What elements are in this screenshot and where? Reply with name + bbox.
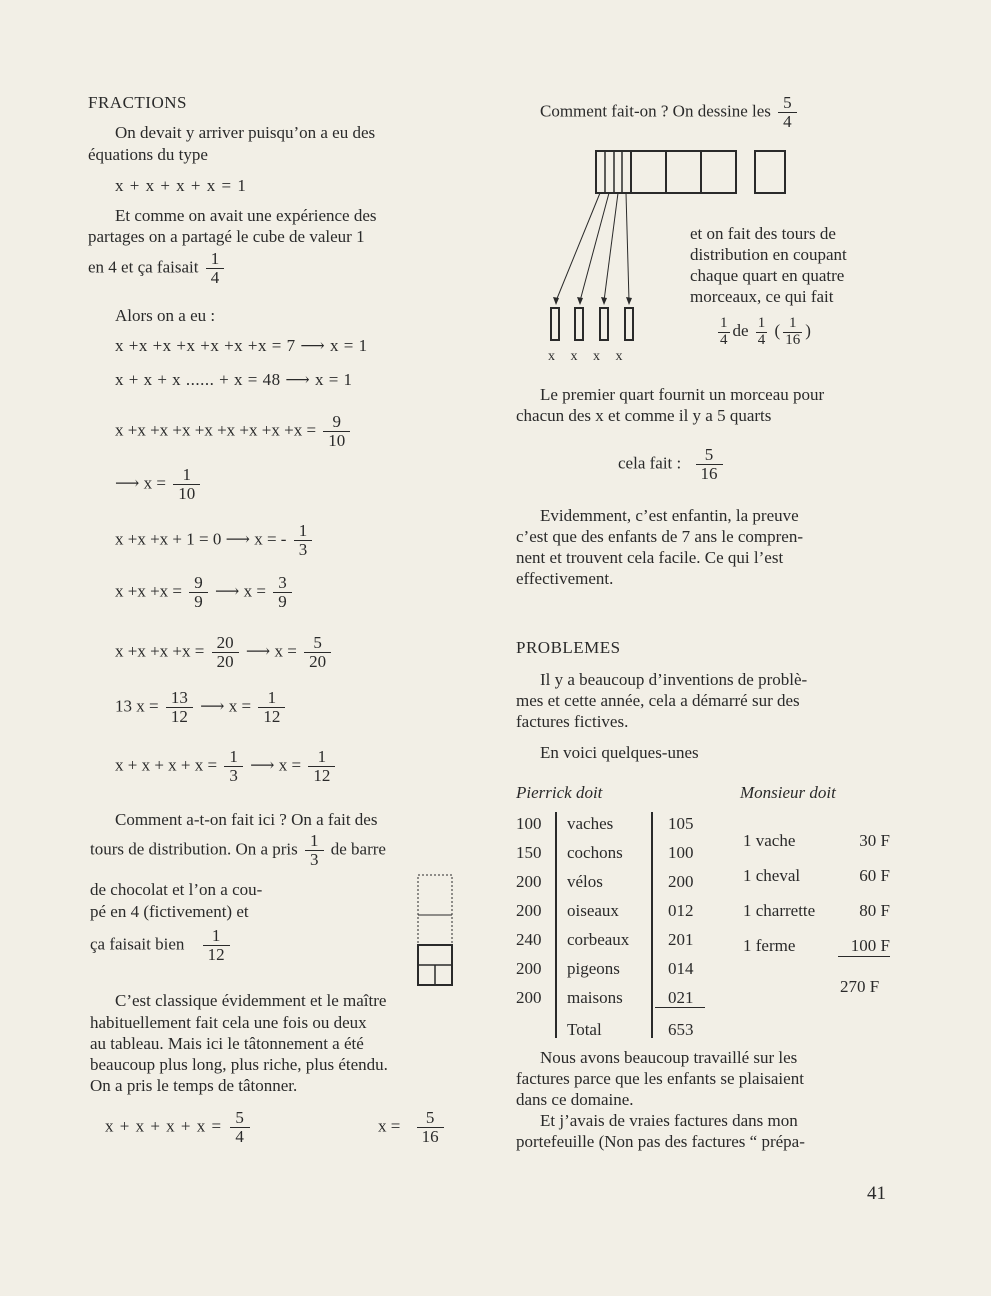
invoice-cell-item: corbeaux bbox=[567, 930, 630, 949]
equation-lhs: 13 x = bbox=[115, 696, 159, 716]
numerator: 5 bbox=[230, 1109, 250, 1128]
paragraph-line: Nous avons beaucoup travaillé sur les bbox=[540, 1048, 798, 1067]
invoice-cell-item: vaches bbox=[567, 814, 614, 833]
numerator: 1 bbox=[305, 832, 324, 851]
numerator: 5 bbox=[304, 634, 331, 653]
invoice-cell-price: 100 F bbox=[850, 936, 890, 955]
paragraph-line: au tableau. Mais ici le tâtonnement a été bbox=[90, 1034, 364, 1053]
denominator: 20 bbox=[309, 651, 327, 671]
paragraph-line: équations du type bbox=[88, 145, 208, 164]
fraction bbox=[166, 689, 193, 726]
paragraph-line: portefeuille (Non pas des factures “ prépa- bbox=[516, 1132, 805, 1151]
invoice-cell-item: vélos bbox=[567, 872, 603, 891]
equation-lhs: x +x +x + 1 = 0 ⟶ x = - bbox=[115, 529, 287, 549]
x-label: x bbox=[548, 349, 555, 364]
x-label: x bbox=[570, 349, 578, 364]
fraction bbox=[756, 316, 768, 349]
invoice-cell-item: 1 charrette bbox=[743, 901, 816, 920]
fraction bbox=[308, 748, 335, 785]
numerator: 1 bbox=[224, 748, 243, 767]
total-value: 653 bbox=[668, 1020, 694, 1039]
paragraph-text: cela fait : bbox=[618, 453, 682, 473]
invoice-cell-item: pigeons bbox=[567, 959, 620, 978]
paragraph-line: c’est que des enfants de 7 ans le compren- bbox=[516, 527, 803, 546]
numerator: 9 bbox=[189, 574, 208, 593]
denominator: 9 bbox=[278, 591, 287, 611]
denominator: 16 bbox=[421, 1126, 439, 1146]
invoice-cell-qty: 200 bbox=[516, 988, 542, 1007]
invoice-title: Monsieur doit bbox=[740, 783, 836, 802]
fraction bbox=[230, 1109, 250, 1146]
paragraph-line: Et comme on avait une expérience des bbox=[115, 206, 377, 225]
equation-lhs: x +x +x +x +x +x +x +x +x = bbox=[115, 420, 317, 440]
denominator: 12 bbox=[263, 706, 281, 726]
invoice-cell-price: 30 F bbox=[859, 831, 890, 850]
equation-lhs: ⟶ x = bbox=[115, 473, 166, 493]
numerator: 9 bbox=[323, 413, 350, 432]
fraction bbox=[212, 634, 239, 671]
numerator: 1 bbox=[203, 927, 230, 946]
paragraph-line: effectivement. bbox=[516, 569, 614, 588]
numerator: 5 bbox=[778, 94, 797, 113]
paragraph-line: factures fictives. bbox=[516, 712, 629, 731]
paragraph-line: Alors on a eu : bbox=[115, 306, 216, 325]
invoice-cell-qty: 100 bbox=[516, 814, 542, 833]
invoice-cell-item: maisons bbox=[567, 988, 623, 1007]
invoice-cell-qty: 200 bbox=[516, 901, 542, 920]
numerator: 1 bbox=[720, 315, 728, 331]
numerator: 3 bbox=[273, 574, 292, 593]
invoice-title: Pierrick doit bbox=[516, 783, 603, 802]
fraction-one-twelfth bbox=[203, 927, 230, 964]
fraction-line bbox=[90, 832, 386, 869]
equation bbox=[115, 574, 295, 611]
paragraph-text: ça faisait bien bbox=[90, 934, 185, 954]
equation-arrow: ⟶ x = bbox=[245, 641, 297, 661]
fraction bbox=[323, 413, 350, 450]
paragraph-line: Comment a-t-on fait ici ? On a fait des bbox=[115, 810, 378, 829]
paragraph-text: de bbox=[732, 321, 749, 341]
paragraph-line: dans ce domaine. bbox=[516, 1090, 634, 1109]
invoice-cell-val: 201 bbox=[668, 930, 694, 949]
fraction bbox=[718, 316, 730, 349]
numerator: 1 bbox=[206, 250, 225, 269]
numerator: 1 bbox=[757, 315, 766, 331]
fraction-five-sixteenths bbox=[696, 446, 723, 483]
paragraph-line: Et j’avais de vraies factures dans mon bbox=[540, 1111, 798, 1130]
invoice-cell-qty: 200 bbox=[516, 959, 542, 978]
paragraph-line: chacun des x et comme il y a 5 quarts bbox=[516, 406, 772, 425]
fraction bbox=[304, 634, 331, 671]
invoice-cell-val: 200 bbox=[668, 872, 694, 891]
fraction-one-third bbox=[305, 832, 324, 869]
invoice-cell-item: cochons bbox=[567, 843, 623, 862]
paragraph-line: On devait y arriver puisqu’on a eu des bbox=[115, 123, 376, 142]
page-number: 41 bbox=[867, 1183, 886, 1204]
fraction bbox=[294, 522, 313, 559]
fraction-line bbox=[88, 250, 227, 287]
numerator: 5 bbox=[696, 446, 723, 465]
paragraph-line: et on fait des tours de bbox=[690, 224, 836, 243]
denominator: 4 bbox=[757, 331, 766, 348]
invoice-cell-val: 105 bbox=[668, 814, 694, 833]
paragraph-line: nent et trouvent cela facile. Ce qui l’est bbox=[516, 548, 784, 567]
paragraph-text: Comment fait-on ? On dessine les bbox=[540, 101, 771, 121]
numerator: 1 bbox=[294, 522, 313, 541]
denominator: 4 bbox=[783, 111, 792, 131]
denominator: 4 bbox=[235, 1126, 245, 1146]
total-value: 270 F bbox=[840, 977, 880, 996]
equation-lhs: x = bbox=[378, 1116, 401, 1136]
fraction bbox=[224, 748, 243, 785]
equation: x + x + x + x = 1 bbox=[115, 176, 247, 195]
equation bbox=[105, 1109, 253, 1146]
fraction bbox=[189, 574, 208, 611]
invoice-cell-qty: 240 bbox=[516, 930, 542, 949]
paragraph-line: factures parce que les enfants se plaisaient bbox=[516, 1069, 804, 1088]
paragraph-line: partages on a partagé le cube de valeur 1 bbox=[88, 227, 365, 246]
x-label: x bbox=[593, 349, 600, 364]
total-rule bbox=[655, 1007, 705, 1008]
table-divider bbox=[651, 812, 653, 1038]
total-rule bbox=[838, 956, 890, 957]
x-label: x bbox=[615, 349, 623, 364]
equation-arrow: ⟶ x = bbox=[200, 696, 252, 716]
denominator: 12 bbox=[170, 706, 188, 726]
equation-lhs: x + x + x + x = bbox=[115, 755, 218, 775]
equation: x + x + x ...... + x = 48 ⟶ x = 1 bbox=[115, 370, 353, 389]
fraction-line bbox=[90, 927, 233, 964]
paragraph-text: en 4 et ça faisait bbox=[88, 257, 199, 277]
fraction bbox=[783, 316, 802, 349]
equation bbox=[115, 748, 338, 785]
fraction-line bbox=[540, 94, 800, 131]
equation-arrow: ⟶ x = bbox=[215, 581, 266, 601]
denominator: 3 bbox=[310, 849, 319, 869]
equation bbox=[115, 466, 203, 503]
denominator: 10 bbox=[328, 430, 346, 450]
paragraph-line: Il y a beaucoup d’inventions de problè- bbox=[540, 670, 808, 689]
chocolate-bar-diagram bbox=[412, 872, 456, 988]
invoice-cell-item: 1 ferme bbox=[743, 936, 796, 955]
fraction bbox=[417, 1109, 444, 1146]
equation bbox=[115, 689, 288, 726]
section-heading-fractions: FRACTIONS bbox=[88, 93, 187, 112]
fraction-line bbox=[618, 446, 726, 483]
paragraph-line: habituellement fait cela une fois ou deux bbox=[90, 1013, 367, 1032]
denominator: 12 bbox=[207, 944, 225, 964]
invoice-cell-price: 60 F bbox=[859, 866, 890, 885]
equation bbox=[378, 1109, 447, 1146]
fraction bbox=[273, 574, 292, 611]
fraction-one-quarter bbox=[206, 250, 225, 287]
invoice-cell-val: 014 bbox=[668, 959, 694, 978]
invoice-cell-val: 100 bbox=[668, 843, 694, 862]
numerator: 1 bbox=[308, 748, 335, 767]
paragraph-text: de barre bbox=[330, 839, 386, 859]
paragraph-line: chaque quart en quatre bbox=[690, 266, 845, 285]
numerator: 1 bbox=[258, 689, 285, 708]
denominator: 3 bbox=[298, 539, 308, 559]
equation-lhs: x +x +x +x = bbox=[115, 641, 205, 661]
numerator: 5 bbox=[417, 1109, 444, 1128]
denominator: 4 bbox=[210, 267, 220, 287]
denominator: 9 bbox=[194, 591, 203, 611]
numerator: 1 bbox=[173, 466, 200, 485]
denominator: 16 bbox=[785, 331, 801, 348]
invoice-cell-qty: 150 bbox=[516, 843, 542, 862]
denominator: 3 bbox=[229, 765, 238, 785]
section-heading-problemes: PROBLEMES bbox=[516, 638, 621, 657]
equation-lhs: x + x + x + x = bbox=[105, 1116, 223, 1136]
paragraph-line: Evidemment, c’est enfantin, la preuve bbox=[540, 506, 799, 525]
invoice-cell-val: 012 bbox=[668, 901, 694, 920]
invoice-cell-item: 1 cheval bbox=[743, 866, 801, 885]
paragraph-line: En voici quelques-unes bbox=[540, 743, 699, 762]
equation bbox=[115, 522, 315, 559]
paragraph-line: distribution en coupant bbox=[690, 245, 847, 264]
invoice-cell-item: 1 vache bbox=[743, 831, 796, 850]
denominator: 16 bbox=[700, 463, 718, 483]
numerator: 20 bbox=[212, 634, 239, 653]
fraction bbox=[173, 466, 200, 503]
table-divider bbox=[555, 812, 557, 1038]
equation bbox=[115, 413, 353, 450]
equation-arrow: ⟶ x = bbox=[250, 755, 302, 775]
denominator: 12 bbox=[313, 765, 331, 785]
paragraph-line: pé en 4 (fictivement) et bbox=[90, 902, 249, 921]
numerator: 13 bbox=[166, 689, 193, 708]
paragraph-line: morceaux, ce qui fait bbox=[690, 287, 834, 306]
equation-lhs: x +x +x = bbox=[115, 581, 183, 601]
fraction-line: $\frac{1}{4}$ de $\frac{1}{4}$ ( $\frac{1}{16}$ ) bbox=[720, 315, 811, 348]
numerator: 1 bbox=[783, 316, 802, 333]
paragraph-line: Le premier quart fournit un morceau pour bbox=[540, 385, 825, 404]
equation bbox=[115, 634, 334, 671]
paragraph-line: On a pris le temps de tâtonner. bbox=[90, 1076, 298, 1095]
paragraph-text: tours de distribution. On a pris bbox=[90, 839, 298, 859]
denominator: 4 bbox=[720, 331, 728, 348]
total-label: Total bbox=[567, 1020, 602, 1039]
x-labels bbox=[548, 349, 623, 365]
fraction-five-quarters bbox=[778, 94, 797, 131]
paragraph-line: mes et cette année, cela a démarré sur des bbox=[516, 691, 800, 710]
invoice-cell-qty: 200 bbox=[516, 872, 542, 891]
invoice-cell-val: 021 bbox=[668, 988, 694, 1007]
denominator: 10 bbox=[178, 483, 196, 503]
equation: x +x +x +x +x +x +x = 7 ⟶ x = 1 bbox=[115, 336, 368, 355]
fraction bbox=[258, 689, 285, 726]
paragraph-line: C’est classique évidemment et le maître bbox=[115, 991, 387, 1010]
invoice-cell-price: 80 F bbox=[859, 901, 890, 920]
denominator: 20 bbox=[216, 651, 234, 671]
invoice-cell-item: oiseaux bbox=[567, 901, 619, 920]
paragraph-line: beaucoup plus long, plus riche, plus étendu. bbox=[90, 1055, 388, 1074]
paragraph-line: de chocolat et l’on a cou- bbox=[90, 880, 263, 899]
